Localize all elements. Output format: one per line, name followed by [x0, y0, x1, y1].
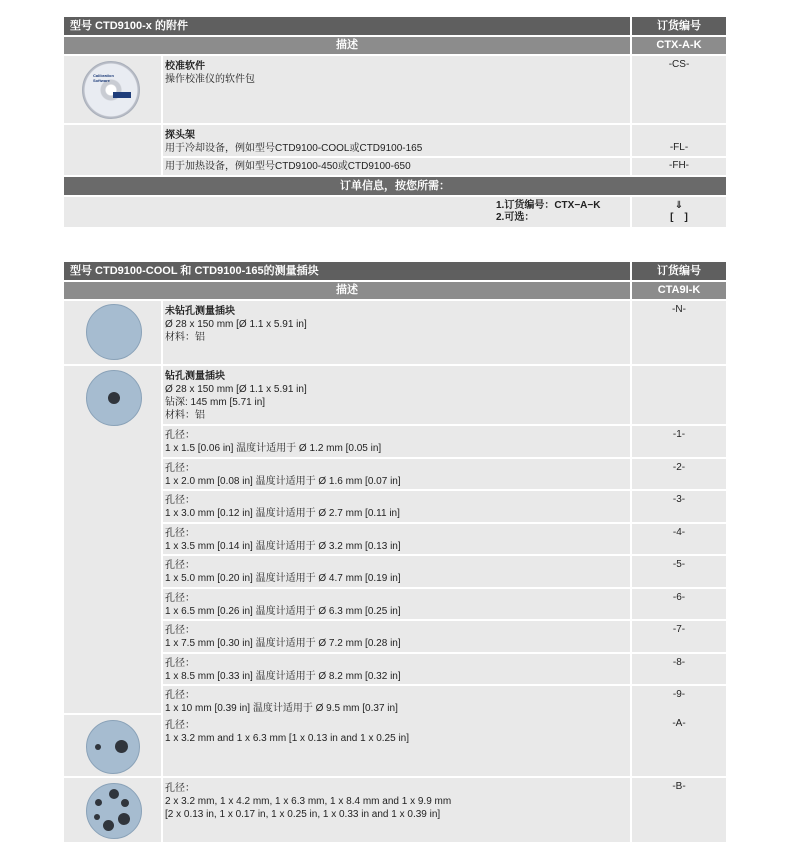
bore-option-text: 1 x 3.0 mm [0.12 in] 温度计适用于 Ø 2.7 mm [0.11 in] [165, 508, 400, 519]
ordering-step-2: 2.可选： [496, 212, 535, 223]
accessories-title-bar [64, 17, 630, 35]
bore-option-row: 孔径： 1 x 10 mm [0.39 in] 温度计适用于 Ø 9.5 mm [0.37 in] [163, 686, 630, 717]
bore-option-code: -3- [672, 494, 686, 505]
ordering-info-header: 订单信息，按您所需： [64, 177, 726, 195]
multi-bore-insert-image [86, 783, 142, 839]
bore-option-text: 1 x 6.5 mm [0.26 in] 温度计适用于 Ø 6.3 mm [0.25 in] [165, 605, 401, 617]
bore-option-row: 孔径： 1 x 7.5 mm [0.30 in] 温度计适用于 Ø 7.2 mm [0.28 in] [163, 621, 630, 652]
bore-option-code-cell [632, 589, 726, 620]
bore-option-row: 孔径： 1 x 6.5 mm [0.26 in] 温度计适用于 Ø 6.3 mm [0.25 in] [163, 589, 630, 620]
ordering-step-1: 1.订货编号：CTX−A−K [496, 200, 601, 211]
bore-option-code: -5- [672, 559, 686, 570]
probe-holder-heating: 用于加热设备，例如型号CTD9100-450或CTD9100-650 [165, 161, 411, 172]
bore-option-text: 1 x 1.5 [0.06 in] 温度计适用于 Ø 1.2 mm [0.05 in] [165, 443, 382, 454]
bore-option-code-cell [632, 491, 726, 522]
code-header: CTX-A-K [632, 37, 726, 54]
single-bore-hole [108, 392, 120, 404]
drilled-title: 钻孔测量插块 [165, 371, 225, 382]
inserts-description-header: 描述 [64, 282, 630, 299]
bore-option-text: 1 x 10 mm [0.39 in] 温度计适用于 Ø 9.5 mm [0.37 in] [165, 703, 398, 714]
drilled-insert-image [86, 370, 142, 426]
probe-holder-image-cell [64, 125, 161, 175]
inserts-order-header: 订货编号 [632, 262, 726, 280]
bore-option-code: -8- [672, 656, 686, 668]
probe-holder-row [64, 125, 726, 175]
bore-option-code-cell [632, 686, 726, 717]
undrilled-insert-row: 未钻孔测量插块 Ø 28 x 150 mm [Ø 1.1 x 5.91 in] 材料：铝 -N- [64, 301, 726, 364]
software-desc-cell [163, 56, 630, 123]
bore-hole-4 [94, 814, 100, 820]
bore-option-code: -9- [672, 689, 686, 700]
code-cs: -CS- [668, 59, 690, 70]
software-image-cell [64, 56, 161, 123]
software-title: 校准软件 [165, 61, 205, 72]
ordering-arrow: ⇓ [674, 200, 684, 211]
software-description: 操作校准仪的软件包 [165, 74, 255, 85]
ordering-info-row [64, 197, 726, 227]
inserts-title: 型号 CTD9100-COOL 和 CTD9100-165的测量插块 [70, 265, 319, 277]
multi-bore-insert-row: 孔径： 2 x 3.2 mm, 1 x 4.2 mm, 1 x 6.3 mm, 1 x 8.4 mm and 1 x 9.9 mm [2 x 0.13 in, 1 x 0.17 in, 1 x 0.25 in, 1 x 0.33 in and 1 x 0.39 in] -B- [64, 778, 726, 842]
software-row [64, 56, 726, 123]
two-bore-insert-row: 孔径： 1 x 3.2 mm and 1 x 6.3 mm [1 x 0.13 in and 1 x 0.25 in] -A- [64, 715, 726, 776]
bore-hole-5 [118, 813, 130, 825]
bore-option-row: 孔径： 1 x 5.0 mm [0.20 in] 温度计适用于 Ø 4.7 mm [0.19 in] [163, 556, 630, 587]
two-bore-description: 1 x 3.2 mm and 1 x 6.3 mm [1 x 0.13 in and 1 x 0.25 in] [165, 733, 410, 744]
bore-option-code-cell [632, 524, 726, 555]
undrilled-title: 未钻孔测量插块 [165, 306, 235, 317]
undrilled-insert-image [86, 304, 142, 360]
bore-option-code: -6- [672, 591, 686, 603]
bore-option-code-cell [632, 621, 726, 652]
bore-option-text: 1 x 7.5 mm [0.30 in] 温度计适用于 Ø 7.2 mm [0.28 in] [165, 638, 401, 649]
code-b: -B- [672, 781, 686, 792]
description-header: 描述 [64, 37, 630, 54]
code-a: -A- [672, 718, 686, 729]
bore-option-code-cell [632, 426, 726, 457]
bore-option-text: 1 x 5.0 mm [0.20 in] 温度计适用于 Ø 4.7 mm [0.19 in] [165, 573, 401, 584]
bore-option-code: -2- [672, 461, 686, 473]
order-number-header: 订货编号 [632, 17, 726, 35]
bore-hole-2 [95, 799, 102, 806]
two-bore-insert-image [86, 720, 140, 774]
cd-logo-band [113, 92, 131, 98]
bore-option-row: 孔径： 1 x 8.5 mm [0.33 in] 温度计适用于 Ø 8.2 mm [0.32 in] [163, 654, 630, 685]
bore-option-row: 孔径： 1 x 3.5 mm [0.14 in] 温度计适用于 Ø 3.2 mm [0.13 in] [163, 524, 630, 555]
inserts-title-bar [64, 262, 630, 280]
bore-option-row: 孔径： 1 x 1.5 [0.06 in] 温度计适用于 Ø 1.2 mm [0.05 in] [163, 426, 630, 457]
bore-option-code-cell [632, 459, 726, 490]
cd-disc-image [82, 61, 140, 119]
bore-hole-1 [109, 789, 119, 799]
bore-hole-6 [103, 820, 114, 831]
accessories-title: 型号 CTD9100-x 的附件 [70, 20, 188, 32]
ordering-bracket: [ ] [670, 212, 688, 223]
code-n: -N- [672, 304, 686, 315]
bore-option-code: -7- [672, 624, 686, 635]
bore-option-row: 孔径： 1 x 3.0 mm [0.12 in] 温度计适用于 Ø 2.7 mm [0.11 in] [163, 491, 630, 522]
drilled-insert-row: 钻孔测量插块 Ø 28 x 150 mm [Ø 1.1 x 5.91 in] 钻深: 145 mm [5.71 in] 材料：铝 孔径： 1 x 1.5 [0.06 in] 温度计适用于 Ø 1.2 mm [0.05 in] -1- 孔径： 1 x 2.0 mm [0.08 in] 温度计适用于 Ø 1.6 mm [0.07 in] -2- 孔径： 1 x 3.0 mm [0.12 in] 温度计适用于 Ø 2.7 mm [0.11 in] -3- 孔径： 1 x 3.5 mm [0.14 in] 温度计适用于 Ø 3.2 mm [0.13 in] -4- 孔径： 1 x 5.0 mm [0.20 in] 温度计适用于 Ø 4.7 mm [0.19 in] -5- 孔径： 1 x 6.5 mm [0.26 in] 温度计适用于 Ø 6.3 mm [0.25 in] -6- 孔径： 1 x 7.5 mm [0.30 in] 温度计适用于 Ø 7.2 mm [0.28 in] -7- 孔径： 1 x 8.5 mm [0.33 in] 温度计适用于 Ø 8.2 mm [0.32 in] -8- 孔径： 1 x 10 mm [0.39 in] 温度计适用于 Ø 9.5 mm [0.37 in] -9- [64, 366, 726, 713]
software-code-cell [632, 56, 726, 123]
bore-option-code: -1- [672, 429, 686, 440]
probe-holder-heating-cell [163, 158, 630, 175]
bore-option-code-cell [632, 654, 726, 685]
code-fl: -FL- [669, 142, 689, 153]
code-fh-cell [632, 158, 726, 175]
bore-option-text: 1 x 3.5 mm [0.14 in] 温度计适用于 Ø 3.2 mm [0.13 in] [165, 540, 401, 552]
bore-option-text: 1 x 8.5 mm [0.33 in] 温度计适用于 Ø 8.2 mm [0.32 in] [165, 670, 401, 682]
large-bore-hole [115, 740, 128, 753]
bore-option-code: -4- [672, 526, 686, 538]
small-bore-hole [95, 744, 101, 750]
probe-holder-title: 探头架 [165, 130, 195, 141]
bore-option-text: 1 x 2.0 mm [0.08 in] 温度计适用于 Ø 1.6 mm [0.07 in] [165, 475, 401, 487]
probe-holder-cooling: 用于冷却设备，例如型号CTD9100-COOL或CTD9100-165 [165, 143, 423, 154]
code-fh: -FH- [669, 160, 689, 171]
bore-hole-3 [121, 799, 129, 807]
inserts-code-header: CTA9I-K [632, 282, 726, 299]
probe-holder-desc-cell [163, 125, 630, 156]
code-fl-cell [632, 125, 726, 156]
bore-option-code-cell [632, 556, 726, 587]
bore-option-row: 孔径： 1 x 2.0 mm [0.08 in] 温度计适用于 Ø 1.6 mm [0.07 in] [163, 459, 630, 490]
cd-label: Calibration Software [93, 73, 114, 83]
